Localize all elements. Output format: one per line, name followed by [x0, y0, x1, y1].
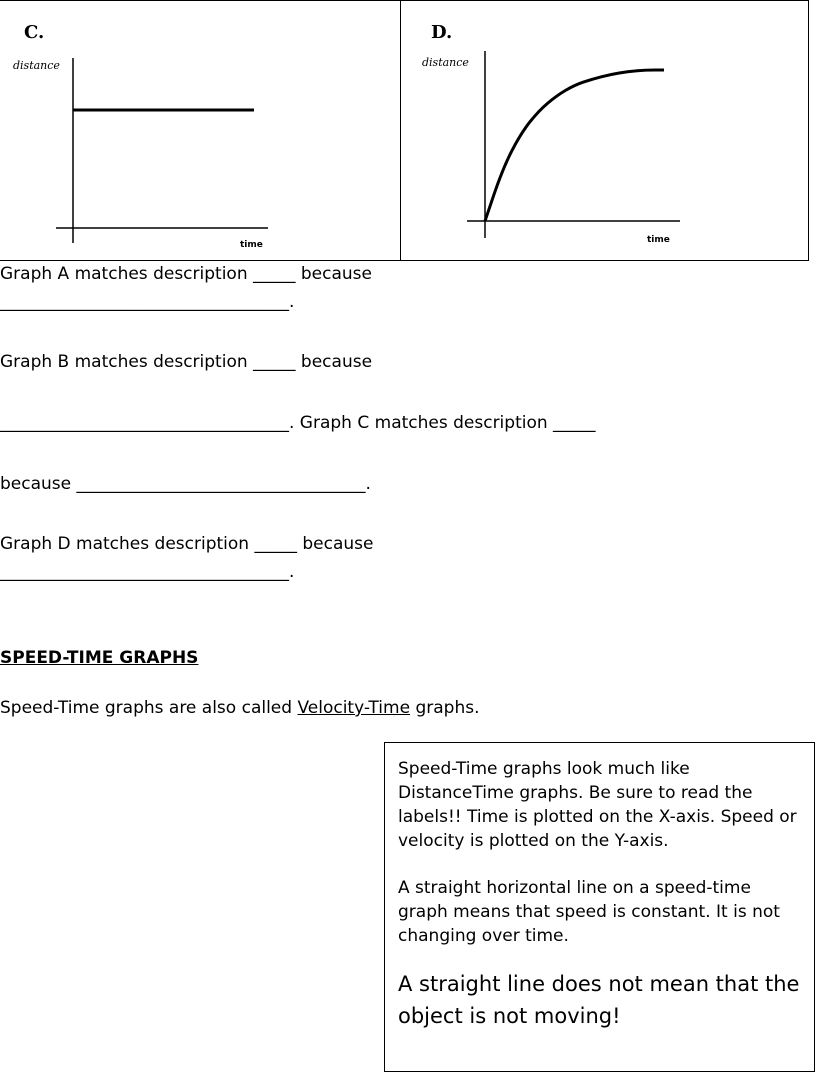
- question-a-line1: Graph A matches description _____ because: [0, 264, 372, 284]
- info-para-3: A straight line does not mean that the object is not moving!: [398, 972, 800, 1028]
- info-box: [384, 742, 815, 1072]
- question-c-answer-blank: because __________________________________.: [0, 474, 371, 494]
- section-heading: SPEED-TIME GRAPHS: [0, 648, 199, 668]
- graph-d-xlabel: time: [647, 235, 670, 245]
- graph-c-title: C.: [24, 22, 45, 43]
- intro-velocity-time: Velocity-Time: [297, 698, 411, 718]
- graph-d-ylabel: distance: [422, 56, 469, 69]
- intro-text-before: Speed-Time graphs are also called: [0, 698, 298, 718]
- graph-d-series-curve: [485, 70, 664, 221]
- graph-c-svg: [0, 1, 402, 262]
- question-b-line1: Graph B matches description _____ because: [0, 352, 373, 372]
- info-para-1: Speed-Time graphs look much like DistanceTime graphs. Be sure to read the labels!! Time is plotted on the X-axis. Speed or velocity is plotted on the Y-axis.: [398, 759, 797, 851]
- info-para-2: A straight horizontal line on a speed-time graph means that speed is constant. It is not changing over time.: [398, 878, 780, 946]
- question-a-answer-blank: __________________________________.: [0, 292, 295, 312]
- section-intro: [0, 697, 479, 719]
- intro-text-after: graphs.: [410, 698, 480, 718]
- graph-d-svg: [401, 1, 810, 262]
- question-d-answer-blank: __________________________________.: [0, 562, 295, 582]
- question-d-line1: Graph D matches description _____ because: [0, 534, 374, 554]
- graph-c-ylabel: distance: [13, 59, 60, 72]
- graph-d-panel: [400, 0, 809, 261]
- question-b-answer-and-c: __________________________________. Graph C matches description _____: [0, 413, 596, 433]
- graph-d-title: D.: [431, 22, 453, 43]
- graph-c-xlabel: time: [240, 240, 263, 250]
- graph-c-panel: [0, 0, 401, 261]
